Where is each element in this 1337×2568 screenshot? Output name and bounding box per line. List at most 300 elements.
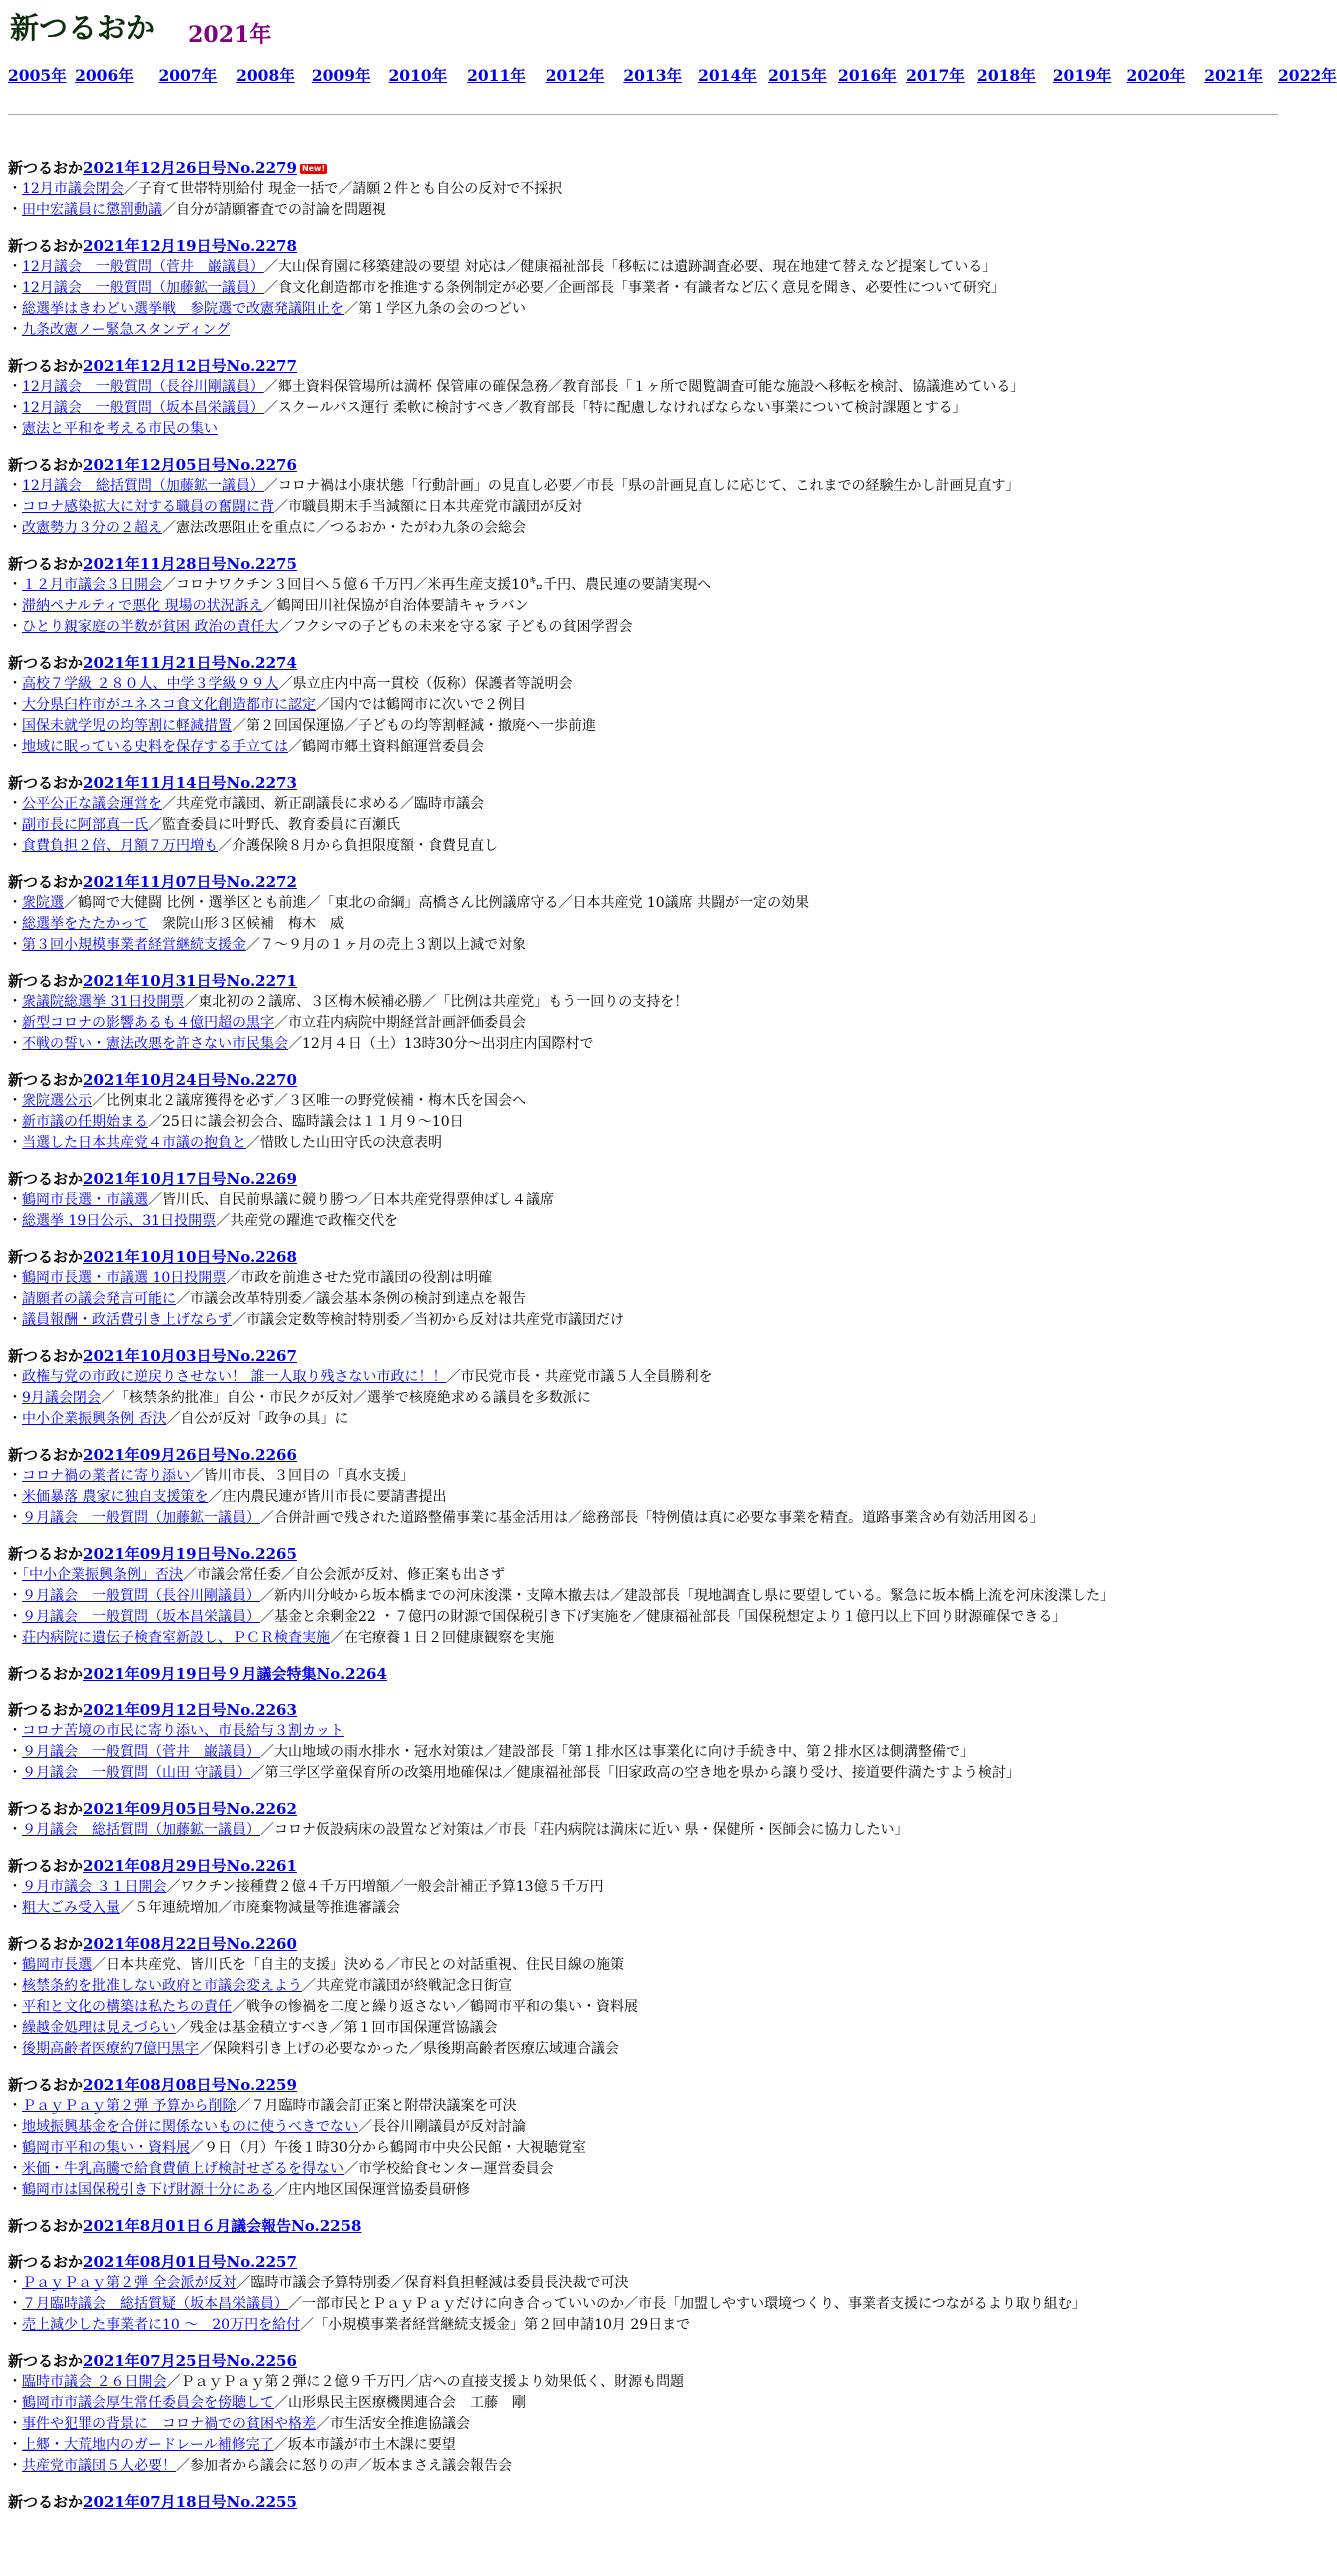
article-item xyxy=(8,992,1278,1013)
issue-heading xyxy=(8,1169,1278,1190)
issue-block xyxy=(8,1934,1278,2060)
issue-prefix: 新つるおか xyxy=(8,555,84,573)
issue-link[interactable]: 2021年12月19日号No.2278 xyxy=(83,237,297,255)
bullet-icon: ・ xyxy=(8,1270,22,1286)
issue-heading xyxy=(8,2492,1278,2513)
article-link[interactable]: 上郷・大荒地内のガードレール補修完了 xyxy=(22,2437,274,2453)
issue-link[interactable]: 2021年09月26日号No.2266 xyxy=(83,1446,297,1464)
article-summary: ／市立荘内病院中期経営計画評価委員会 xyxy=(274,1015,526,1031)
year-link-15[interactable]: 2020年 xyxy=(1126,66,1186,85)
article-link[interactable]: 副市長に阿部真一氏 xyxy=(22,817,148,833)
bullet-icon: ・ xyxy=(8,1312,22,1328)
article-summary: ／ＰａｙＰａｙ第２弾に２億９千万円／店への直接支援より効果低く、財源も問題 xyxy=(166,2374,685,2390)
article-link[interactable]: ９月議会 一般質問（坂本昌栄議員） xyxy=(22,1609,260,1625)
article-link[interactable]: 衆院選公示 xyxy=(22,1093,92,1109)
article-link[interactable]: 滞納ペナルティで悪化 現場の状況訴え xyxy=(22,598,263,614)
bullet-icon: ・ xyxy=(8,478,22,494)
article-item xyxy=(8,497,1278,518)
article-item xyxy=(8,2018,1278,2039)
article-item xyxy=(8,914,1278,935)
year-link-16[interactable]: 2021年 xyxy=(1204,66,1263,85)
article-link[interactable]: 新市議の任期始まる xyxy=(22,1114,148,1130)
article-link[interactable]: ９月市議会 ３１日開会 xyxy=(22,1879,167,1895)
article-item xyxy=(8,815,1278,836)
article-summary: ／５年連続増加／市廃棄物減量等推進審議会 xyxy=(120,1900,400,1916)
article-item xyxy=(8,1268,1278,1289)
article-link[interactable]: 12月議会 一般質問（加藤鉱一議員） xyxy=(22,280,264,296)
issue-heading xyxy=(8,971,1278,992)
article-link[interactable]: 食費負担２倍、月額７万円増も xyxy=(22,838,218,854)
article-item xyxy=(8,1508,1278,1529)
year-link-4[interactable]: 2009年 xyxy=(311,66,371,85)
bullet-icon: ・ xyxy=(8,2119,22,2135)
article-item xyxy=(8,1466,1278,1487)
article-link[interactable]: 請願者の議会発言可能に xyxy=(22,1291,176,1307)
article-summary: ／市生活安全推進協議会 xyxy=(316,2416,470,2432)
article-item xyxy=(8,1955,1278,1976)
article-link[interactable]: コロナ苦境の市民に寄り添い、市長給与３割カット xyxy=(22,1723,344,1739)
article-summary: ／市政を前進させた党市議団の役割は明確 xyxy=(226,1270,493,1286)
article-link[interactable]: ひとり親家庭の半数が貧困 政治の責任大 xyxy=(22,619,279,635)
issue-heading xyxy=(8,773,1278,794)
article-summary: ／25日に議会初会合、臨時議会は１１月９～10日 xyxy=(148,1114,464,1130)
article-link[interactable]: 大分県臼杵市がユネスコ食文化創造都市に認定 xyxy=(22,697,316,713)
article-item xyxy=(8,1013,1278,1034)
article-link[interactable]: ９月議会 総括質問（加藤鉱一議員） xyxy=(22,1822,260,1838)
bullet-icon: ・ xyxy=(8,1015,22,1031)
article-link[interactable]: 総選挙 19日公示、31日投開票 xyxy=(22,1213,217,1229)
bullet-icon: ・ xyxy=(8,2098,22,2114)
article-summary: ／一部市民とＰａｙＰａｙだけに向き合っていいのか／市長「加盟しやすい環境つくり、事業者支援につながるより取り組む」 xyxy=(288,2296,1086,2312)
issue-block xyxy=(8,2492,1278,2513)
issue-heading xyxy=(8,455,1278,476)
bullet-icon: ・ xyxy=(8,1744,22,1760)
bullet-icon: ・ xyxy=(8,739,22,755)
issue-link[interactable]: 2021年08月01日号No.2257 xyxy=(83,2253,297,2271)
article-item xyxy=(8,299,1278,320)
article-summary: ／第１学区九条の会のつどい xyxy=(344,301,526,317)
article-item xyxy=(8,596,1278,617)
issue-link[interactable]: 2021年10月17日号No.2269 xyxy=(83,1170,297,1188)
issue-prefix: 新つるおか xyxy=(8,2493,84,2511)
article-summary: ／臨時市議会予算特別委／保育料負担軽減は委員長決裁で可決 xyxy=(236,2275,629,2291)
article-item xyxy=(8,2315,1278,2336)
article-link[interactable]: ９月議会 一般質問（加藤鉱一議員） xyxy=(22,1510,260,1526)
bullet-icon: ・ xyxy=(8,1609,22,1625)
issue-heading xyxy=(8,1070,1278,1091)
article-item xyxy=(8,716,1278,737)
article-summary: ／「小規模事業者経営継続支援金」第２回申請10月 29日まで xyxy=(300,2317,691,2333)
article-link[interactable]: 12月市議会閉会 xyxy=(22,181,124,197)
issue-block xyxy=(8,1799,1278,1841)
bullet-icon: ・ xyxy=(8,400,22,416)
article-item xyxy=(8,695,1278,716)
issue-heading xyxy=(8,653,1278,674)
issue-prefix: 新つるおか xyxy=(8,1248,84,1266)
bullet-icon: ・ xyxy=(8,1390,22,1406)
article-item xyxy=(8,257,1278,278)
article-link[interactable]: 事件や犯罪の背景に コロナ禍での貧困や格差 xyxy=(22,2416,316,2432)
issue-heading xyxy=(8,2252,1278,2273)
issue-heading xyxy=(8,1664,1278,1685)
issue-link[interactable]: 2021年11月21日号No.2274 xyxy=(83,654,297,672)
issue-link[interactable]: 2021年09月19日号９月議会特集No.2264 xyxy=(83,1665,387,1683)
article-link[interactable]: 総選挙をたたかって xyxy=(22,916,148,932)
article-item xyxy=(8,1763,1278,1784)
issue-link[interactable]: 2021年08月08日号No.2259 xyxy=(83,2076,297,2094)
year-link-6[interactable]: 2011年 xyxy=(467,66,526,85)
issue-prefix: 新つるおか xyxy=(8,1170,84,1188)
article-item xyxy=(8,1586,1278,1607)
article-link[interactable]: 米価・牛乳高騰で給食費値上げ検討せざるを得ない xyxy=(22,2161,344,2177)
bullet-icon: ・ xyxy=(8,1411,22,1427)
bullet-icon: ・ xyxy=(8,916,22,932)
article-link[interactable]: 高校７学級 ２８０人、中学３学級９９人 xyxy=(22,676,279,692)
year-link-7[interactable]: 2012年 xyxy=(545,66,605,85)
article-item xyxy=(8,320,1278,341)
year-link-14[interactable]: 2019年 xyxy=(1052,66,1112,85)
article-summary: ／共産党市議団、新正副議長に求める／臨時市議会 xyxy=(162,796,484,812)
article-link[interactable]: 平和と文化の構築は私たちの責任 xyxy=(22,1999,232,2015)
issue-prefix: 新つるおか xyxy=(8,237,84,255)
bullet-icon: ・ xyxy=(8,1978,22,1994)
year-link-2[interactable]: 2007年 xyxy=(158,66,218,85)
article-summary: ／第２回国保運協／子どもの均等割軽減・撤廃へ一歩前進 xyxy=(232,718,596,734)
issue-link[interactable]: 2021年10月31日号No.2271 xyxy=(83,972,297,990)
article-summary: ／基金と余剰金22 ・７億円の財源で国保税引き下げ実施を／健康福祉部長「国保税想定より１億円以上下回り財源確保できる」 xyxy=(260,1609,1067,1625)
issue-block xyxy=(8,554,1278,638)
article-item xyxy=(8,836,1278,857)
bullet-icon: ・ xyxy=(8,1291,22,1307)
article-link[interactable]: 中小企業振興条例 否決 xyxy=(22,1411,167,1427)
issue-link[interactable]: 2021年11月28日号No.2275 xyxy=(83,555,297,573)
article-link[interactable]: 改憲勢力３分の２超え xyxy=(22,520,162,536)
article-link[interactable]: ７月臨時議会 総括質疑（坂本昌栄議員） xyxy=(22,2296,288,2312)
bullet-icon: ・ xyxy=(8,895,22,911)
article-item xyxy=(8,1877,1278,1898)
bullet-icon: ・ xyxy=(8,697,22,713)
article-link[interactable]: 売上減少した事業者に10 ～ 20万円を給付 xyxy=(22,2317,301,2333)
bullet-icon: ・ xyxy=(8,937,22,953)
article-link[interactable]: 後期高齢者医療約7億円黒字 xyxy=(22,2041,199,2057)
article-summary: ／市議会定数等検討特別委／当初から反対は共産党市議団だけ xyxy=(232,1312,624,1328)
bullet-icon: ・ xyxy=(8,499,22,515)
article-item xyxy=(8,1388,1278,1409)
article-item xyxy=(8,1628,1278,1649)
issue-block xyxy=(8,1247,1278,1331)
issue-prefix: 新つるおか xyxy=(8,873,84,891)
issue-link[interactable]: 2021年07月25日号No.2256 xyxy=(83,2352,297,2370)
article-item xyxy=(8,2039,1278,2060)
article-link[interactable]: 田中宏議員に懲罰動議 xyxy=(22,202,162,218)
year-link-0[interactable]: 2005年 xyxy=(8,66,67,85)
issue-block xyxy=(8,2075,1278,2201)
article-link[interactable]: 荘内病院に遺伝子検査室新設し、ＰＣＲ検査実施 xyxy=(22,1630,330,1646)
issue-heading xyxy=(8,1247,1278,1268)
article-summary: ／介護保険８月から負担限度額・食費見直し xyxy=(218,838,498,854)
article-item xyxy=(8,617,1278,638)
article-summary: ／コロナ仮設病床の設置など対策は／市長「荘内病院は満床に近い 県・保健所・医師会に協力したい」 xyxy=(260,1822,909,1838)
article-summary: ／ワクチン接種費２億４千万円増額／一般会計補正予算13億５千万円 xyxy=(166,1879,604,1895)
year-link-12[interactable]: 2017年 xyxy=(906,66,965,85)
article-summary: ／比例東北２議席獲得を必ず／３区唯一の野党候補・梅木氏を国会へ xyxy=(92,1093,526,1109)
year-link-5[interactable]: 2010年 xyxy=(388,66,448,85)
article-link[interactable]: 当選した日本共産党４市議の抱負と xyxy=(22,1135,246,1151)
article-item xyxy=(8,1565,1278,1586)
bullet-icon: ・ xyxy=(8,2395,22,2411)
bullet-icon: ・ xyxy=(8,1468,22,1484)
issue-heading xyxy=(8,1445,1278,1466)
article-item xyxy=(8,2393,1278,2414)
issue-link[interactable]: 2021年08月22日号No.2260 xyxy=(83,1935,297,1953)
article-summary: ／コロナワクチン３回目へ５億６千万円／米再生産支援10㌔千円、農民連の要請実現へ xyxy=(162,577,712,593)
issue-prefix: 新つるおか xyxy=(8,1701,84,1719)
article-item xyxy=(8,893,1278,914)
article-item xyxy=(8,794,1278,815)
article-item xyxy=(8,575,1278,596)
issue-prefix: 新つるおか xyxy=(8,1857,84,1875)
article-summary: ／大山地域の雨水排水・冠水対策は／建設部長「第１排水区は事業化に向け手続き中、第２排水区は側溝整備で」 xyxy=(260,1744,974,1760)
article-link[interactable]: 鶴岡市長選・市議選 xyxy=(22,1192,148,1208)
article-summary: ／参加者から議会に怒りの声／坂本まさえ議会報告会 xyxy=(176,2458,512,2474)
issue-block xyxy=(8,1346,1278,1430)
article-item xyxy=(8,2138,1278,2159)
article-link[interactable]: コロナ禍の業者に寄り添い xyxy=(22,1468,190,1484)
article-link[interactable]: ９月議会 一般質問（長谷川剛議員） xyxy=(22,1588,260,1604)
year-link-11[interactable]: 2016年 xyxy=(838,66,897,85)
article-link[interactable]: １２月市議会３日開会 xyxy=(22,577,162,593)
issue-block xyxy=(8,1664,1278,1685)
article-link[interactable]: 12月議会 一般質問（菅井 巌議員） xyxy=(22,259,264,275)
bullet-icon: ・ xyxy=(8,322,22,338)
issue-link[interactable]: 2021年12月05日号No.2276 xyxy=(83,456,297,474)
issue-link[interactable]: 2021年10月03日号No.2267 xyxy=(83,1347,297,1365)
year-link-1[interactable]: 2006年 xyxy=(75,66,134,85)
article-summary: ／保険料引き上げの必要なかった／県後期高齢者医療広域連合議会 xyxy=(198,2041,619,2057)
article-link[interactable]: 第３回小規模事業者経営継続支援金 xyxy=(22,937,246,953)
article-link[interactable]: 新型コロナの影響あるも４億円超の黒字 xyxy=(22,1015,274,1031)
issue-block xyxy=(8,455,1278,539)
article-link[interactable]: ＰａｙＰａｙ第２弾 全会派が反対 xyxy=(22,2275,237,2291)
article-summary: ／12月４日（土）13時30分～出羽庄内国際村で xyxy=(288,1036,594,1052)
issue-block xyxy=(8,2216,1278,2237)
bullet-icon: ・ xyxy=(8,994,22,1010)
bullet-icon: ・ xyxy=(8,1093,22,1109)
article-summary: ／フクシマの子どもの未来を守る家 子どもの貧困学習会 xyxy=(278,619,633,635)
article-link[interactable]: 政権与党の市政に逆戻りさせない！ 誰一人取り残さない市政に！！ xyxy=(22,1369,447,1385)
article-item xyxy=(8,2159,1278,2180)
issue-block xyxy=(8,1856,1278,1919)
issue-block xyxy=(8,158,1278,221)
bullet-icon: ・ xyxy=(8,2296,22,2312)
issue-prefix: 新つるおか xyxy=(8,1446,84,1464)
issue-link[interactable]: 2021年11月07日号No.2272 xyxy=(83,873,297,891)
article-item xyxy=(8,1820,1278,1841)
article-link[interactable]: 九条改憲ノー緊急スタンディング xyxy=(22,322,231,338)
article-item xyxy=(8,2435,1278,2456)
issue-prefix: 新つるおか xyxy=(8,1545,84,1563)
bullet-icon: ・ xyxy=(8,1510,22,1526)
bullet-icon: ・ xyxy=(8,1900,22,1916)
article-link[interactable]: 不戦の誓い・憲法改悪を許さない市民集会 xyxy=(22,1036,288,1052)
article-item xyxy=(8,2180,1278,2201)
issue-link[interactable]: 2021年10月10日号No.2268 xyxy=(83,1248,297,1266)
article-summary: ／７～９月の１ヶ月の売上３割以上減で対象 xyxy=(246,937,526,953)
issue-link[interactable]: 2021年8月01日６月議会報告No.2258 xyxy=(83,2217,362,2235)
issue-heading xyxy=(8,2216,1278,2237)
article-summary: ／鶴岡で大健闘 比例・選挙区とも前進／「東北の命綱」高橋さん比例議席守る／日本共産党 10議席 共闘が一定の効果 xyxy=(64,895,810,911)
issue-prefix: 新つるおか xyxy=(8,2217,84,2235)
article-item xyxy=(8,2456,1278,2477)
issue-prefix: 新つるおか xyxy=(8,357,84,375)
article-link[interactable]: 米価暴落 農家に独自支援策を xyxy=(22,1489,209,1505)
bullet-icon: ・ xyxy=(8,838,22,854)
article-link[interactable]: 「中小企業振興条例」否決 xyxy=(22,1567,183,1583)
bullet-icon: ・ xyxy=(8,2275,22,2291)
article-item xyxy=(8,1310,1278,1331)
article-item xyxy=(8,2117,1278,2138)
issue-link[interactable]: 2021年07月18日号No.2255 xyxy=(83,2493,297,2511)
issue-heading xyxy=(8,1799,1278,1820)
bullet-icon: ・ xyxy=(8,1765,22,1781)
article-item xyxy=(8,1898,1278,1919)
article-link[interactable]: コロナ感染拡大に対する職員の奮闘に背 xyxy=(22,499,274,515)
article-link[interactable]: 憲法と平和を考える市民の集い xyxy=(22,421,218,437)
issue-prefix: 新つるおか xyxy=(8,774,84,792)
article-link[interactable]: 臨時市議会 ２６日開会 xyxy=(22,2374,167,2390)
issue-prefix: 新つるおか xyxy=(8,1935,84,1953)
issue-heading xyxy=(8,356,1278,377)
year-nav xyxy=(8,64,1337,86)
article-link[interactable]: 鶴岡市は国保税引き下げ財源十分にある xyxy=(22,2182,274,2198)
bullet-icon: ・ xyxy=(8,2161,22,2177)
issue-block xyxy=(8,872,1278,956)
bullet-icon: ・ xyxy=(8,796,22,812)
article-summary: ／山形県民主医療機関連合会 工藤 剛 xyxy=(274,2395,526,2411)
issue-block xyxy=(8,2351,1278,2477)
issue-link[interactable]: 2021年11月14日号No.2273 xyxy=(83,774,297,792)
article-link[interactable]: 12月議会 総括質問（加藤鉱一議員） xyxy=(22,478,264,494)
issue-link[interactable]: 2021年10月24日号No.2270 xyxy=(83,1071,297,1089)
article-item xyxy=(8,935,1278,956)
article-item xyxy=(8,1742,1278,1763)
article-link[interactable]: 地域振興基金を合併に関係ないものに使うべきでない xyxy=(22,2119,358,2135)
article-link[interactable]: 議員報酬・政活費引き上げならず xyxy=(22,1312,232,1328)
article-link[interactable]: 鶴岡市平和の集い・資料展 xyxy=(22,2140,190,2156)
issue-block xyxy=(8,236,1278,341)
article-summary: ／大山保育園に移築建設の要望 対応は／健康福祉部長「移転には遺跡調査必要、現在地建て替えなど提案している」 xyxy=(263,259,997,275)
article-link[interactable]: 公平公正な議会運営を xyxy=(22,796,162,812)
article-link[interactable]: 核禁条約を批准しない政府と市議会変えよう xyxy=(22,1978,302,1994)
article-link[interactable]: 12月議会 一般質問（長谷川剛議員） xyxy=(22,379,264,395)
article-summary: ／共産党の躍進で政権交代を xyxy=(216,1213,399,1229)
article-link[interactable]: 地域に眠っている史料を保存する手立ては xyxy=(22,739,288,755)
article-item xyxy=(8,1976,1278,1997)
article-link[interactable]: 鶴岡市長選 xyxy=(22,1957,92,1973)
article-item xyxy=(8,674,1278,695)
issue-link[interactable]: 2021年12月12日号No.2277 xyxy=(83,357,297,375)
article-summary: ／郷土資料保管場所は満杯 保管庫の確保急務／教育部長「１ヶ所で閲覧調査可能な施設へ移転を検討、協議進めている」 xyxy=(263,379,1025,395)
issue-link[interactable]: 2021年08月29日号No.2261 xyxy=(83,1857,297,1875)
issue-block xyxy=(8,1070,1278,1154)
article-summary: ／スクールバス運行 柔軟に検討すべき／教育部長「特に配慮しなければならない事業について検討課題とする」 xyxy=(263,400,967,416)
article-link[interactable]: 衆議院総選挙 31日投開票 xyxy=(22,994,185,1010)
article-link[interactable]: 共産党市議団５人必要！ xyxy=(22,2458,176,2474)
article-item xyxy=(8,1367,1278,1388)
article-link[interactable]: ９月議会 一般質問（菅井 巌議員） xyxy=(22,1744,260,1760)
article-link[interactable]: 衆院選 xyxy=(22,895,64,911)
year-link-17[interactable]: 2022年 xyxy=(1278,66,1337,85)
article-summary: ／食文化創造都市を推進する条例制定が必要／企画部長「事業者・有識者など広く意見を聞き、必要性について研究」 xyxy=(263,280,1005,296)
issue-heading xyxy=(8,2351,1278,2372)
issue-link[interactable]: 2021年09月19日号No.2265 xyxy=(83,1545,297,1563)
article-link[interactable]: 粗大ごみ受入量 xyxy=(22,1900,120,1916)
issue-link[interactable]: 2021年09月05日号No.2262 xyxy=(83,1800,297,1818)
article-summary: ／皆川氏、自民前県議に競り勝つ／日本共産党得票伸ばし４議席 xyxy=(148,1192,554,1208)
year-link-13[interactable]: 2018年 xyxy=(977,66,1036,85)
bullet-icon: ・ xyxy=(8,280,22,296)
article-item xyxy=(8,419,1278,440)
article-item xyxy=(8,1091,1278,1112)
article-link[interactable]: 国保未就学児の均等割に軽減措置 xyxy=(22,718,232,734)
article-item xyxy=(8,398,1278,419)
article-link[interactable]: 12月議会 一般質問（坂本昌栄議員） xyxy=(22,400,264,416)
article-link[interactable]: 9月議会閉会 xyxy=(22,1390,101,1406)
bullet-icon: ・ xyxy=(8,2458,22,2474)
bullet-icon: ・ xyxy=(8,2374,22,2390)
bullet-icon: ・ xyxy=(8,1369,22,1385)
issue-prefix: 新つるおか xyxy=(8,1800,84,1818)
issue-block xyxy=(8,2252,1278,2336)
article-summary: ／長谷川剛議員が反対討論 xyxy=(358,2119,526,2135)
bullet-icon: ・ xyxy=(8,1114,22,1130)
article-summary: ／憲法改悪阻止を重点に／つるおか・たがわ九条の会総会 xyxy=(162,520,526,536)
bullet-icon: ・ xyxy=(8,1999,22,2015)
year-link-8[interactable]: 2013年 xyxy=(623,66,682,85)
bullet-icon: ・ xyxy=(8,1489,22,1505)
year-link-9[interactable]: 2014年 xyxy=(698,66,757,85)
year-link-3[interactable]: 2008年 xyxy=(236,66,295,85)
bullet-icon: ・ xyxy=(8,2041,22,2057)
issue-prefix: 新つるおか xyxy=(8,1665,84,1683)
bullet-icon: ・ xyxy=(8,301,22,317)
year-link-10[interactable]: 2015年 xyxy=(768,66,827,85)
article-link[interactable]: ＰａｙＰａｙ第２弾 予算から削除 xyxy=(22,2098,237,2114)
issue-heading xyxy=(8,1346,1278,1367)
article-link[interactable]: 総選挙はきわどい選挙戦 参院選で改憲発議阻止を xyxy=(22,301,344,317)
issue-heading xyxy=(8,2075,1278,2096)
article-link[interactable]: ９月議会 一般質問（山田 守議員） xyxy=(22,1765,251,1781)
issue-heading xyxy=(8,872,1278,893)
issue-block xyxy=(8,1445,1278,1529)
bullet-icon: ・ xyxy=(8,2182,22,2198)
article-summary: ／庄内農民連が皆川市長に要請書提出 xyxy=(208,1489,447,1505)
issue-heading xyxy=(8,1700,1278,1721)
bullet-icon: ・ xyxy=(8,577,22,593)
article-link[interactable]: 繰越金処理は見えづらい xyxy=(22,2020,176,2036)
issue-link[interactable]: 2021年09月12日号No.2263 xyxy=(83,1701,297,1719)
article-summary: ／自公が反対「政争の具」に xyxy=(166,1411,349,1427)
article-summary: ／監査委員に叶野氏、教育委員に百瀬氏 xyxy=(148,817,400,833)
article-link[interactable]: 鶴岡市市議会厚生常任委員会を傍聴して xyxy=(22,2395,274,2411)
article-link[interactable]: 鶴岡市長選・市議選 10日投開票 xyxy=(22,1270,227,1286)
article-summary: ／日本共産党、皆川氏を「自主的支援」決める／市民との対話重視、住民目線の施策 xyxy=(92,1957,624,1973)
article-summary: ／在宅療養１日２回健康観察を実施 xyxy=(330,1630,554,1646)
article-item xyxy=(8,518,1278,539)
issue-link[interactable]: 2021年12月26日号No.2279 xyxy=(83,159,297,177)
bullet-icon: ・ xyxy=(8,1036,22,1052)
bullet-icon: ・ xyxy=(8,1822,22,1838)
